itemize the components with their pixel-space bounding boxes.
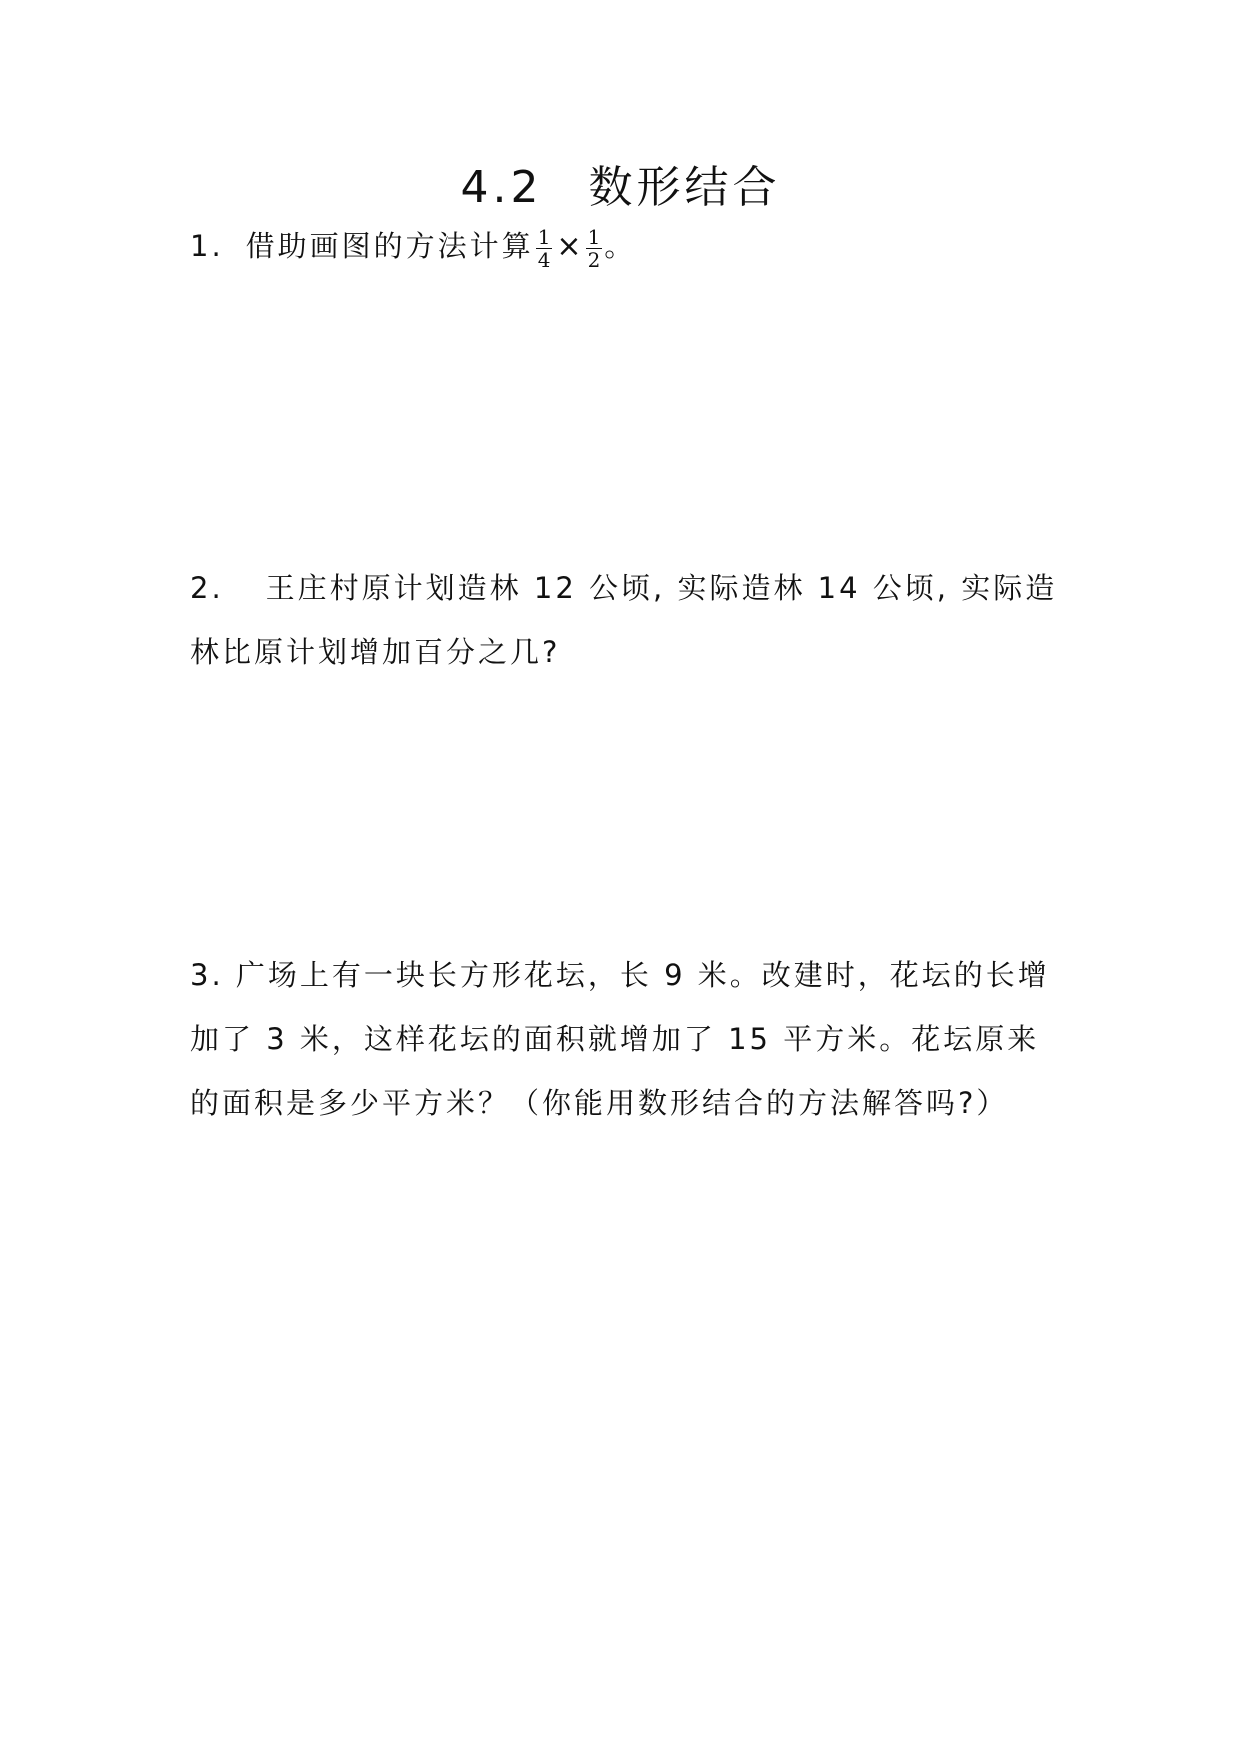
fraction-denominator: 2 xyxy=(587,247,601,272)
page-title xyxy=(0,158,1241,218)
question-3-text: 3. 广场上有一块长方形花坛，长 9 米。改建时，花坛的长增加了 3 米，这样花坛的面积就增加了 15 平方米。花坛原来的面积是多少平方米？（你能用数形结合的方法解答吗?） xyxy=(190,958,1050,1120)
fraction-numerator: 1 xyxy=(587,224,601,249)
question-3 xyxy=(190,943,1060,1135)
question-1-text: 借助画图的方法计算 xyxy=(245,229,534,263)
fraction-one-half xyxy=(586,226,603,271)
fraction-denominator: 4 xyxy=(537,247,551,272)
question-2-text: 王庄村原计划造林 12 公顷, 实际造林 14 公顷, 实际造林比原计划增加百分之几? xyxy=(190,571,1058,669)
multiply-sign: × xyxy=(556,229,582,264)
section-title: 数形结合 xyxy=(588,162,781,213)
question-1 xyxy=(190,222,1060,271)
section-number: 4.2 xyxy=(460,162,543,213)
question-1-end: 。 xyxy=(604,229,637,263)
question-2 xyxy=(190,556,1060,684)
question-2-number: 2. xyxy=(190,571,224,605)
question-1-number: 1. xyxy=(190,229,224,263)
fraction-numerator: 1 xyxy=(537,224,551,249)
fraction-one-quarter xyxy=(536,226,553,271)
